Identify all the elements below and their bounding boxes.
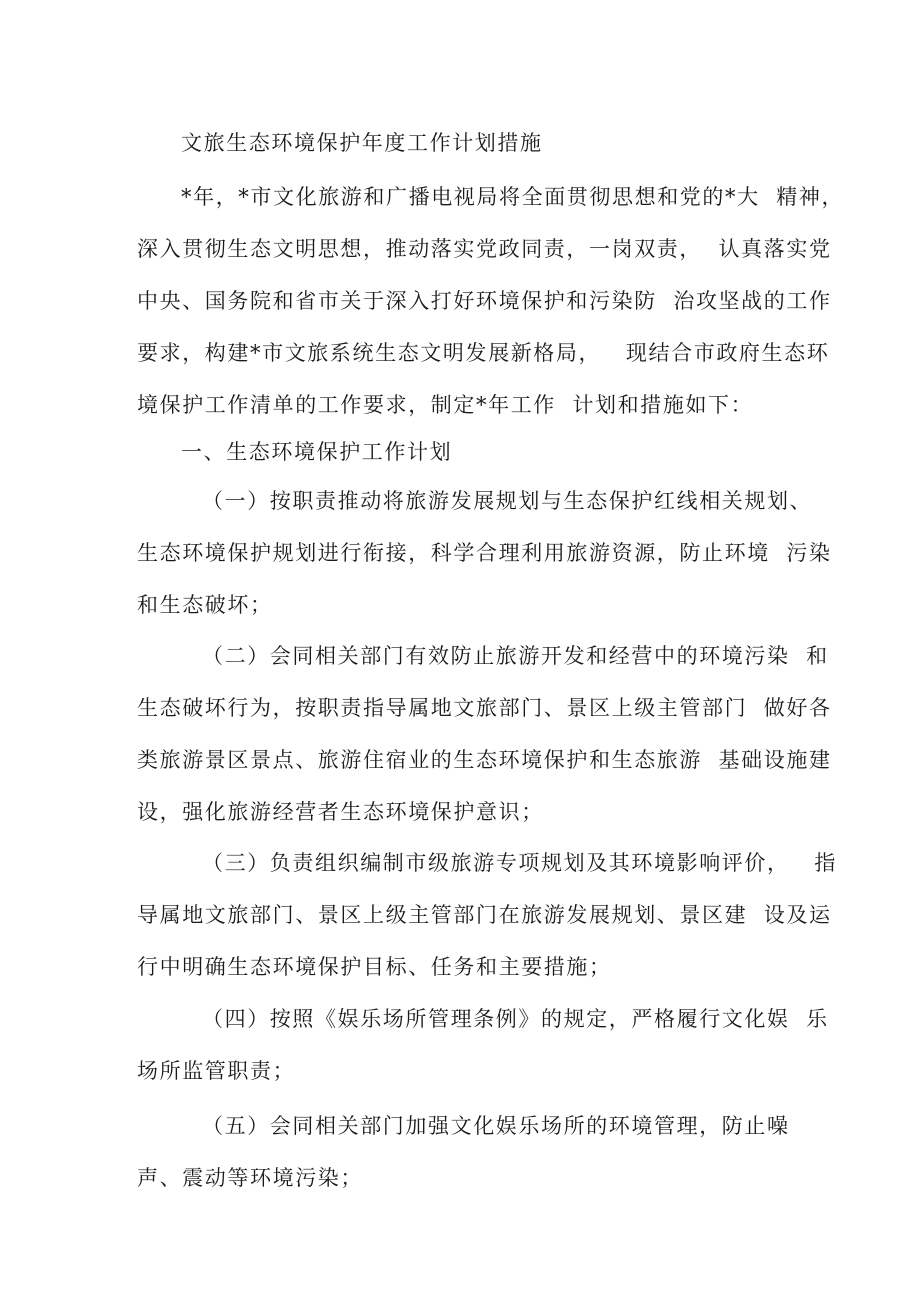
item-4-line-1: （四）按照《娱乐场所管理条例》的规定，严格履行文化娱 乐 xyxy=(202,1007,829,1031)
item-1-line-2: 生态环境保护规划进行衔接，科学合理利用旅游资源，防止环境 污染 xyxy=(137,541,832,565)
section-heading: 一、生态环境保护工作计划 xyxy=(181,440,453,464)
item-2-line-4: 设，强化旅游经营者生态环境保护意识； xyxy=(137,800,544,824)
intro-line-2: 深入贯彻生态文明思想，推动落实党政同责，一岗双责， 认真落实党 xyxy=(137,237,832,261)
item-1-line-3: 和生态破坏； xyxy=(137,593,273,617)
item-2-line-2: 生态破坏行为，按职责指导属地文旅部门、景区上级主管部门 做好各 xyxy=(137,696,832,720)
item-2-line-1: （二）会同相关部门有效防止旅游开发和经营中的环境污染 和 xyxy=(202,644,829,668)
item-4-line-2: 场所监管职责； xyxy=(137,1059,296,1083)
item-1-line-1: （一）按职责推动将旅游发展规划与生态保护红线相关规划、 xyxy=(202,489,813,513)
intro-line-4: 要求，构建*市文旅系统生态文明发展新格局， 现结合市政府生态环 xyxy=(137,341,830,365)
document-title: 文旅生态环境保护年度工作计划措施 xyxy=(181,131,543,155)
item-3-line-3: 行中明确生态环境保护目标、任务和主要措施； xyxy=(137,955,612,979)
item-2-line-3: 类旅游景区景点、旅游住宿业的生态环境保护和生态旅游 基础设施建 xyxy=(137,748,832,772)
item-5-line-1: （五）会同相关部门加强文化娱乐场所的环境管理，防止噪 xyxy=(202,1114,790,1138)
intro-line-3: 中央、国务院和省市关于深入打好环境保护和污染防 治攻坚战的工作 xyxy=(137,289,832,313)
intro-line-1: *年，*市文化旅游和广播电视局将全面贯彻思想和党的*大 精神， xyxy=(181,185,845,209)
item-3-line-1: （三）负责组织编制市级旅游专项规划及其环境影响评价， 指 xyxy=(202,851,838,875)
item-3-line-2: 导属地文旅部门、景区上级主管部门在旅游发展规划、景区建 设及运 xyxy=(137,903,832,927)
item-5-line-2: 声、震动等环境污染； xyxy=(137,1166,363,1190)
intro-line-5: 境保护工作清单的工作要求，制定*年工作 计划和措施如下： xyxy=(137,393,754,417)
